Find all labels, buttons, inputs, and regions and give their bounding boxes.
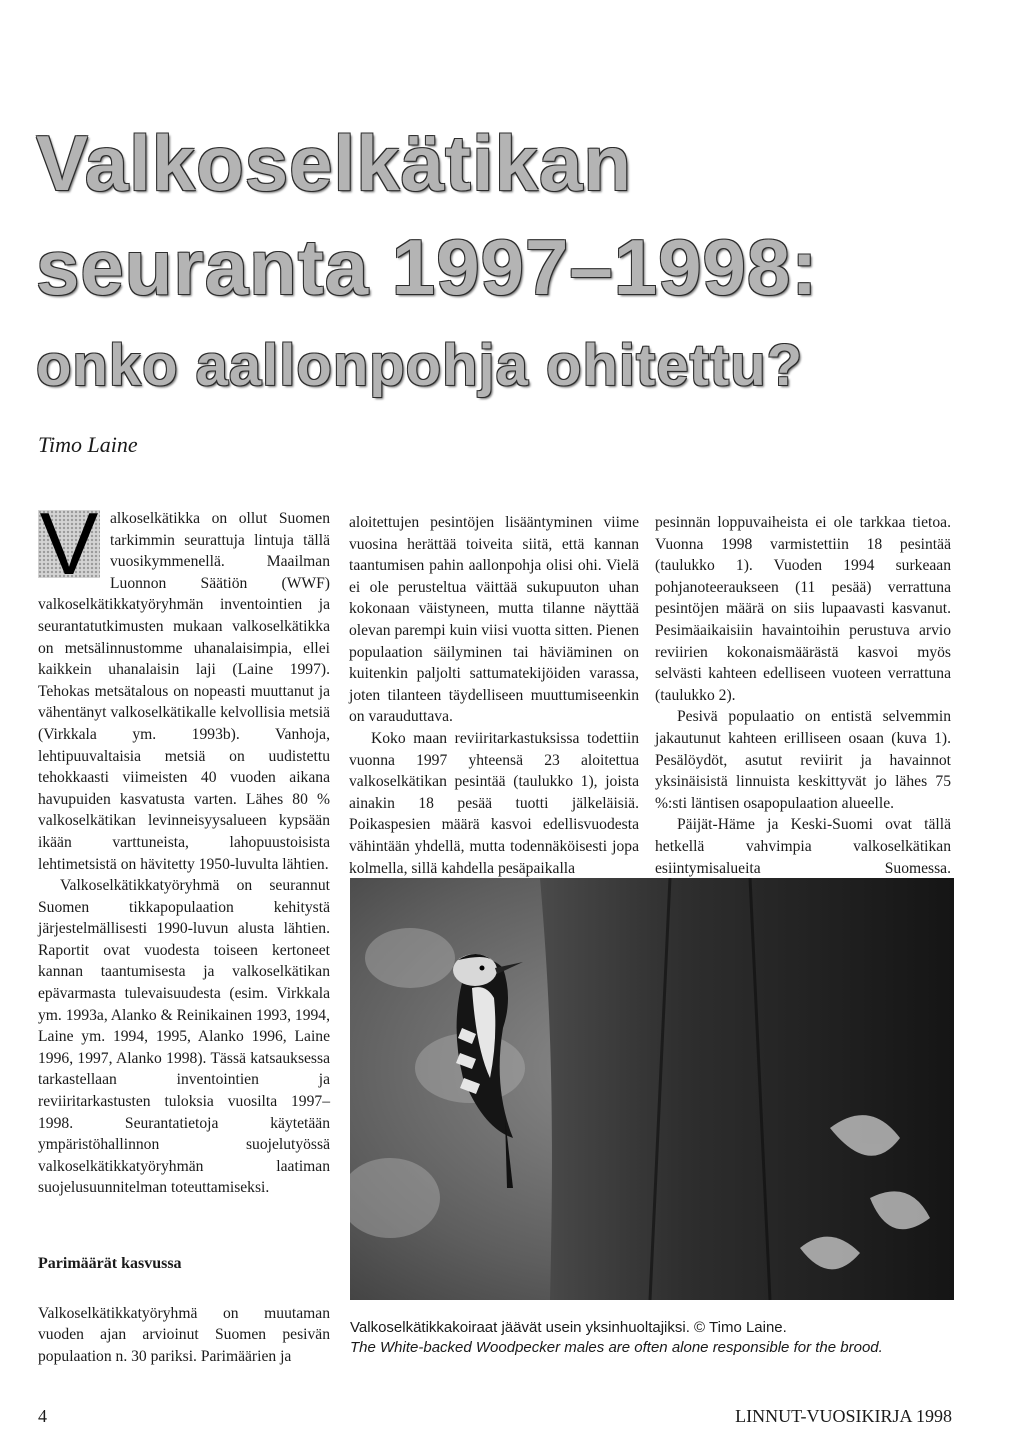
drop-cap-letter: V xyxy=(39,510,99,578)
caption-english: The White-backed Woodpecker males are often alone responsible for the brood. xyxy=(350,1339,883,1356)
paragraph: Valkoselkätikkatyöryhmä on muutaman vuoden ajan arvioinut Suomen pesivän populaation n. 30 pariksi. Parimäärien ja xyxy=(38,1304,330,1365)
article-title-line1: Valkoselkätikan xyxy=(36,119,633,207)
paragraph: Päijät-Häme ja Keski-Suomi ovat tällä hetkellä vahvimpia valkoselkätikan esiintymisalueita Suomessa. xyxy=(655,816,951,877)
text-column-1 xyxy=(38,508,330,1199)
author-name: Timo Laine xyxy=(38,432,138,457)
article-subtitle: onko aallonpohja ohitettu? xyxy=(36,333,804,398)
woodpecker-photo xyxy=(350,878,954,1300)
photo-illustration xyxy=(350,878,954,1300)
paragraph: Pesivä populaatio on entistä selvemmin jakautunut kahteen erilliseen osaan (kuva 1). Pesälöydöt, asutut reviirit ja havainnot yksinäisistä linnuista keskittyvät jo lähes 75 %:sti läntisen osapopulaation alueelle. xyxy=(655,708,951,812)
text-column-1-section xyxy=(38,1253,330,1367)
paragraph: Koko maan reviiritarkastuksissa todettiin vuonna 1997 yhteensä 23 aloitettua valkoselkätikan pesintää (taulukko 1), joista ainakin 18 pesää tuotti jälkeläisiä. Poikaspesien määrä kasvoi edellisvuodesta vähintään yhdellä, mutta todennäköisesti jopa kolmella, sillä kahdella pesäpaikalla xyxy=(349,729,639,877)
article-title-line2: seuranta 1997–1998: xyxy=(36,223,819,311)
text-column-3 xyxy=(655,512,951,901)
paragraph: aloitettujen pesintöjen lisääntyminen viime vuosina herättää toiveita siitä, että kannan taantumisen pahin aallonpohja olisi ohi. Vielä ei ole perusteltua väittää sukupuuton uhan kokonaan väistyneen, mutta tilanne näyttää olevan parempi kuin viisi vuotta sitten. Pienen populaation säilyminen tai häviäminen on kuitenkin paljolti sattumatekijöiden varassa, joten tilanteen täydelliseen muuttumiseenkin on varauduttava. xyxy=(349,514,639,726)
page-number: 4 xyxy=(38,1406,47,1426)
drop-cap xyxy=(38,510,100,578)
text-column-2 xyxy=(349,512,639,879)
paragraph: Valkoselkätikkatyöryhmä on seurannut Suomen tikkapopulaation kehitystä järjestelmällisesti 1990-luvun alusta lähtien. Raportit ovat vuodesta toiseen kertoneet kannan taantumisesta ja valkoselkätikan epävarmasta tulevaisuudesta (esim. Virkkala ym. 1993a, Alanko & Reinikainen 1993, 1994, Laine ym. 1994, 1995, Alanko 1996, Laine 1996, 1997, Alanko 1998). Tässä katsauksessa tarkastellaan inventointien ja reviiritarkastusten tuloksia vuosilta 1997–1998. Seurantatietoja käytetään ympäristöhallinnon suojelutyössä valkoselkätikkatyöryhmän laatiman suojelusuunnitelman toteuttamiseksi. xyxy=(38,877,330,1197)
journal-name: LINNUT-VUOSIKIRJA 1998 xyxy=(735,1406,952,1426)
paragraph: alkoselkätikka on ollut Suomen tarkimmin seurattuja lintuja tällä vuosikymmenellä. Maailman Luonnon Säätiön (WWF) valkoselkätikkatyöryhmän inventointien ja seurantatutkimusten mukaan valkoselkätikka on metsälinnustomme uhanalaisimpia, ellei kaikkein uhanalaisin laji (Laine 1997). Tehokas metsätalous on nopeasti muuttanut ja vähentänyt valkoselkätikalle kelvollisia metsiä (Virkkala ym. 1993b). Vanhoja, lehtipuuvaltaisia metsiä on uudistettu tehokkaasti viimeisten 40 vuoden aikana havupuiden kasvatusta varten. Lähes 80 % valkoselkätikan levinneisyysalueen kypsään ikään varttuneista, lahopuustoisista lehtimetsistä on hävitetty 1950-luvulta lähtien. xyxy=(38,510,330,873)
section-heading: Parimäärät kasvussa xyxy=(38,1255,182,1272)
photo-caption xyxy=(350,1318,960,1358)
caption-finnish: Valkoselkätikkakoiraat jäävät usein yksinhuoltajiksi. © Timo Laine. xyxy=(350,1319,787,1336)
paragraph: pesinnän loppuvaiheista ei ole tarkkaa tietoa. Vuonna 1998 varmistettiin 18 pesintää (taulukko 1). Vuoden 1994 surkeaan pohjanoteeraukseen (11 pesää) verrattuna pesintöjen määrä on siis lupaavasti kasvanut. Pesimäaikaisiin havaintoihin perustuva arvio reviirien kokonaismäärästä kasvoi myös selvästi kahteen edelliseen vuoteen verrattuna (taulukko 2). xyxy=(655,514,951,704)
